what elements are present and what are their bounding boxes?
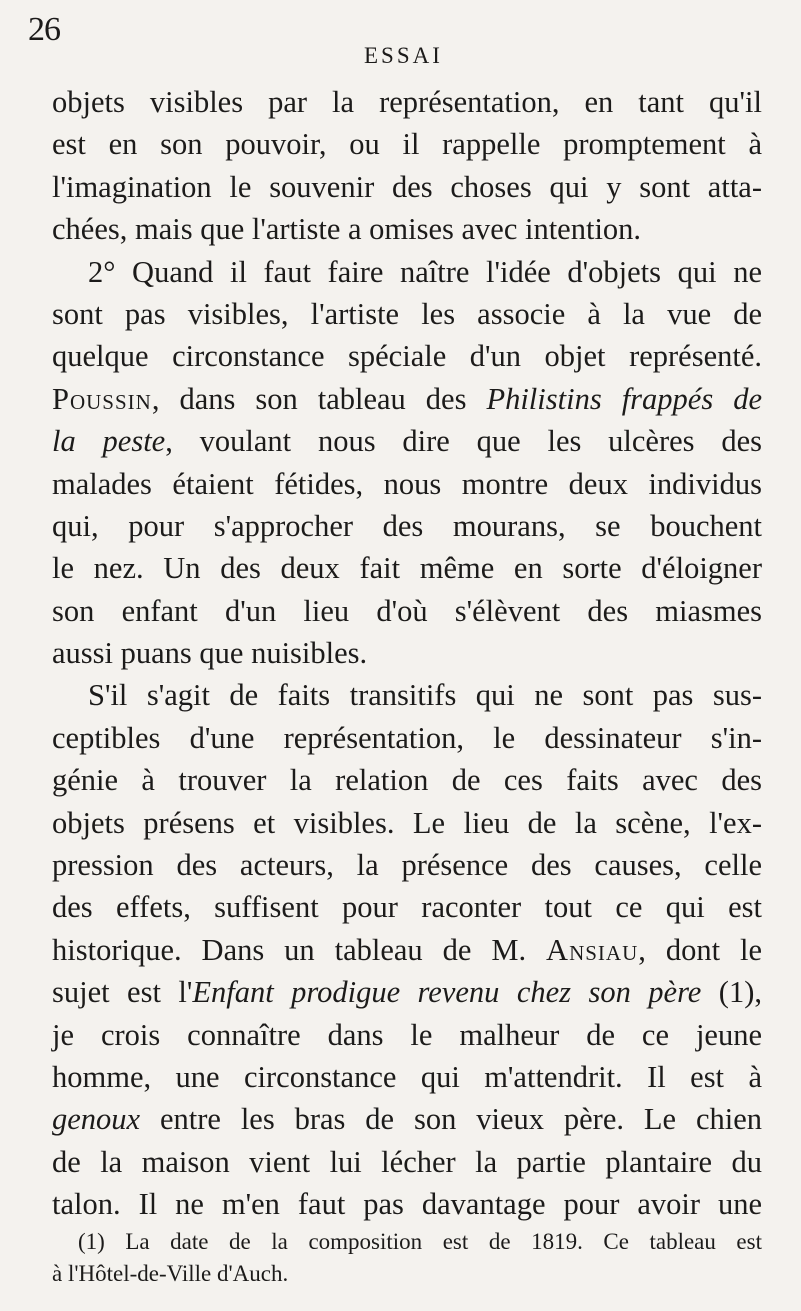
footnote-reference: (1),: [701, 975, 762, 1010]
text-line: S'il s'agit de faits transitifs qui ne sont pas sus-: [88, 678, 762, 713]
text-line: l'imagination le souvenir des choses qui y sont atta-: [52, 169, 762, 204]
text-line: ceptibles d'une représentation, le dessinateur s'in-: [52, 720, 762, 755]
text-line: [52, 378, 762, 420]
text-line: malades étaient fétides, nous montre deux individus: [52, 466, 762, 501]
text-line: génie à trouver la relation de ces faits avec des: [52, 763, 762, 798]
text-line: aussi puans que nuisibles.: [52, 636, 368, 671]
text-line: [52, 420, 762, 462]
text-line: chées, mais que l'artiste a omises avec intention.: [52, 212, 642, 247]
running-head: ESSAI: [364, 43, 443, 68]
author-name-poussin: Poussin: [52, 381, 152, 416]
text-line: homme, une circonstance qui m'attendrit. Il est à: [52, 1059, 762, 1094]
painting-title: Enfant prodigue revenu chez son père: [192, 975, 702, 1010]
author-name-ansiau: Ansiau: [546, 932, 639, 967]
text-line: [52, 1098, 762, 1140]
text-run: sujet est l': [52, 975, 193, 1010]
emphasis-text: genoux: [52, 1102, 141, 1137]
text-run: , dont le: [638, 932, 762, 967]
text-line: le nez. Un des deux fait même en sorte d'éloigner: [52, 551, 762, 586]
footnote-line: (1) La date de la composition est de 1819. Ce tableau est: [78, 1229, 762, 1254]
text-line: je crois connaître dans le malheur de ce jeune: [52, 1017, 762, 1052]
text-line: [52, 929, 762, 971]
text-run: historique. Dans un tableau de M.: [52, 932, 547, 967]
footnote: [52, 1226, 762, 1290]
text-line: talon. Il ne m'en faut pas davantage pour avoir une: [52, 1187, 762, 1222]
text-line: quelque circonstance spéciale d'un objet représenté.: [52, 339, 762, 374]
text-run: , voulant nous dire que les ulcères des: [165, 424, 762, 459]
text-line: [52, 971, 762, 1013]
text-line: qui, pour s'approcher des mourans, se bouchent: [52, 508, 762, 543]
text-run: entre les bras de son vieux père. Le chien: [140, 1102, 762, 1137]
text-line: objets visibles par la représentation, en tant qu'il: [52, 85, 762, 119]
footnote-line: à l'Hôtel-de-Ville d'Auch.: [52, 1261, 289, 1286]
text-line: est en son pouvoir, ou il rappelle promptement à: [52, 127, 762, 162]
text-line: objets présens et visibles. Le lieu de la scène, l'ex-: [52, 805, 762, 840]
painting-title: Philistins frappés de: [486, 381, 762, 416]
text-line: sont pas visibles, l'artiste les associe à la vue de: [52, 296, 762, 331]
text-line: pression des acteurs, la présence des causes, celle: [52, 848, 762, 883]
text-line: de la maison vient lui lécher la partie plantaire du: [52, 1144, 762, 1179]
painting-title: la peste: [52, 424, 166, 459]
body-text: [52, 81, 762, 1226]
text-line: 2° Quand il faut faire naître l'idée d'objets qui ne: [88, 254, 762, 289]
text-line: des effets, suffisent pour raconter tout ce qui est: [52, 890, 762, 925]
text-run: , dans son tableau des: [151, 381, 487, 416]
text-line: son enfant d'un lieu d'où s'élèvent des miasmes: [52, 593, 762, 628]
page-number: 26: [28, 11, 60, 48]
